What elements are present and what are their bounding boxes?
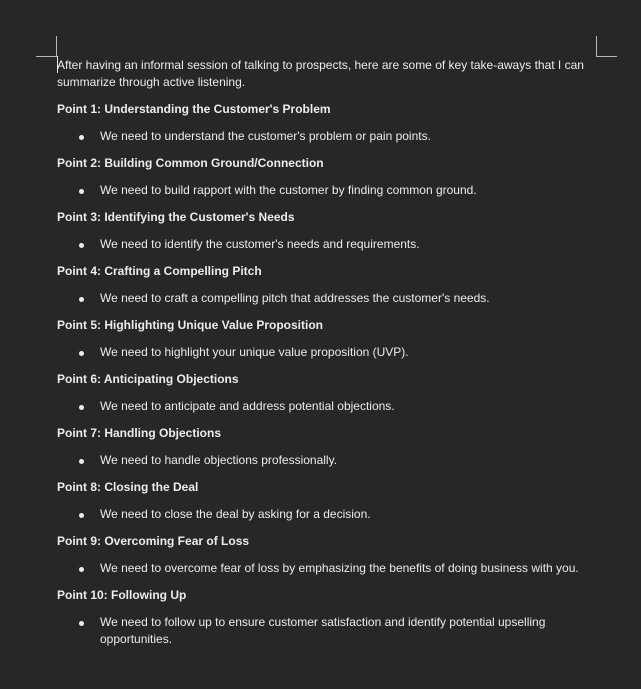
bullet-text: We need to overcome fear of loss by emphasizing the benefits of doing business with you. xyxy=(100,561,579,575)
point-1-section xyxy=(57,101,592,145)
bullet-list xyxy=(57,506,592,523)
top-right-margin-marker xyxy=(596,36,617,57)
bullet-text: We need to craft a compelling pitch that addresses the customer's needs. xyxy=(100,291,490,305)
bullet-item[interactable] xyxy=(57,128,592,145)
bullet-icon xyxy=(79,297,84,302)
bullet-text: We need to highlight your unique value proposition (UVP). xyxy=(100,345,409,359)
bullet-item[interactable] xyxy=(57,236,592,253)
bullet-item[interactable] xyxy=(57,290,592,307)
bullet-text: We need to close the deal by asking for a decision. xyxy=(100,507,371,521)
bullet-list xyxy=(57,344,592,361)
point-heading[interactable]: Point 5: Highlighting Unique Value Proposition xyxy=(57,318,323,332)
bullet-icon xyxy=(79,351,84,356)
bullet-icon xyxy=(79,567,84,572)
point-heading[interactable]: Point 8: Closing the Deal xyxy=(57,480,199,494)
bullet-text: We need to follow up to ensure customer satisfaction and identify potential upselling opportunities. xyxy=(100,615,546,646)
point-7-section xyxy=(57,425,592,469)
point-5-section xyxy=(57,317,592,361)
bullet-list xyxy=(57,398,592,415)
point-2-section xyxy=(57,155,592,199)
point-heading[interactable]: Point 7: Handling Objections xyxy=(57,426,222,440)
top-left-margin-marker xyxy=(36,36,57,57)
bullet-text: We need to identify the customer's needs and requirements. xyxy=(100,237,420,251)
bullet-text: We need to understand the customer's problem or pain points. xyxy=(100,129,431,143)
bullet-text: We need to anticipate and address potential objections. xyxy=(100,399,395,413)
bullet-icon xyxy=(79,513,84,518)
point-heading[interactable]: Point 3: Identifying the Customer's Needs xyxy=(57,210,295,224)
bullet-icon xyxy=(79,189,84,194)
bullet-list xyxy=(57,452,592,469)
intro-paragraph[interactable]: After having an informal session of talking to prospects, here are some of key take-aways that I can summarize through active listening. xyxy=(57,58,584,89)
bullet-item[interactable] xyxy=(57,560,592,577)
bullet-item[interactable] xyxy=(57,182,592,199)
bullet-list xyxy=(57,560,592,577)
bullet-list xyxy=(57,236,592,253)
bullet-icon xyxy=(79,243,84,248)
point-10-section xyxy=(57,587,592,648)
point-8-section xyxy=(57,479,592,523)
point-heading[interactable]: Point 9: Overcoming Fear of Loss xyxy=(57,534,250,548)
bullet-icon xyxy=(79,405,84,410)
bullet-icon xyxy=(79,459,84,464)
bullet-list xyxy=(57,182,592,199)
point-heading[interactable]: Point 4: Crafting a Compelling Pitch xyxy=(57,264,262,278)
point-3-section xyxy=(57,209,592,253)
bullet-item[interactable] xyxy=(57,344,592,361)
point-heading[interactable]: Point 10: Following Up xyxy=(57,588,187,602)
point-9-section xyxy=(57,533,592,577)
point-4-section xyxy=(57,263,592,307)
bullet-text: We need to handle objections professionally. xyxy=(100,453,338,467)
point-heading[interactable]: Point 2: Building Common Ground/Connection xyxy=(57,156,324,170)
point-6-section xyxy=(57,371,592,415)
bullet-item[interactable] xyxy=(57,452,592,469)
bullet-list xyxy=(57,614,592,648)
bullet-icon xyxy=(79,621,84,626)
point-heading[interactable]: Point 6: Anticipating Objections xyxy=(57,372,239,386)
bullet-item[interactable] xyxy=(57,614,592,648)
bullet-list xyxy=(57,290,592,307)
bullet-list xyxy=(57,128,592,145)
document-body[interactable] xyxy=(57,57,592,658)
point-heading[interactable]: Point 1: Understanding the Customer's Problem xyxy=(57,102,331,116)
bullet-icon xyxy=(79,135,84,140)
bullet-item[interactable] xyxy=(57,398,592,415)
bullet-item[interactable] xyxy=(57,506,592,523)
bullet-text: We need to build rapport with the customer by finding common ground. xyxy=(100,183,477,197)
